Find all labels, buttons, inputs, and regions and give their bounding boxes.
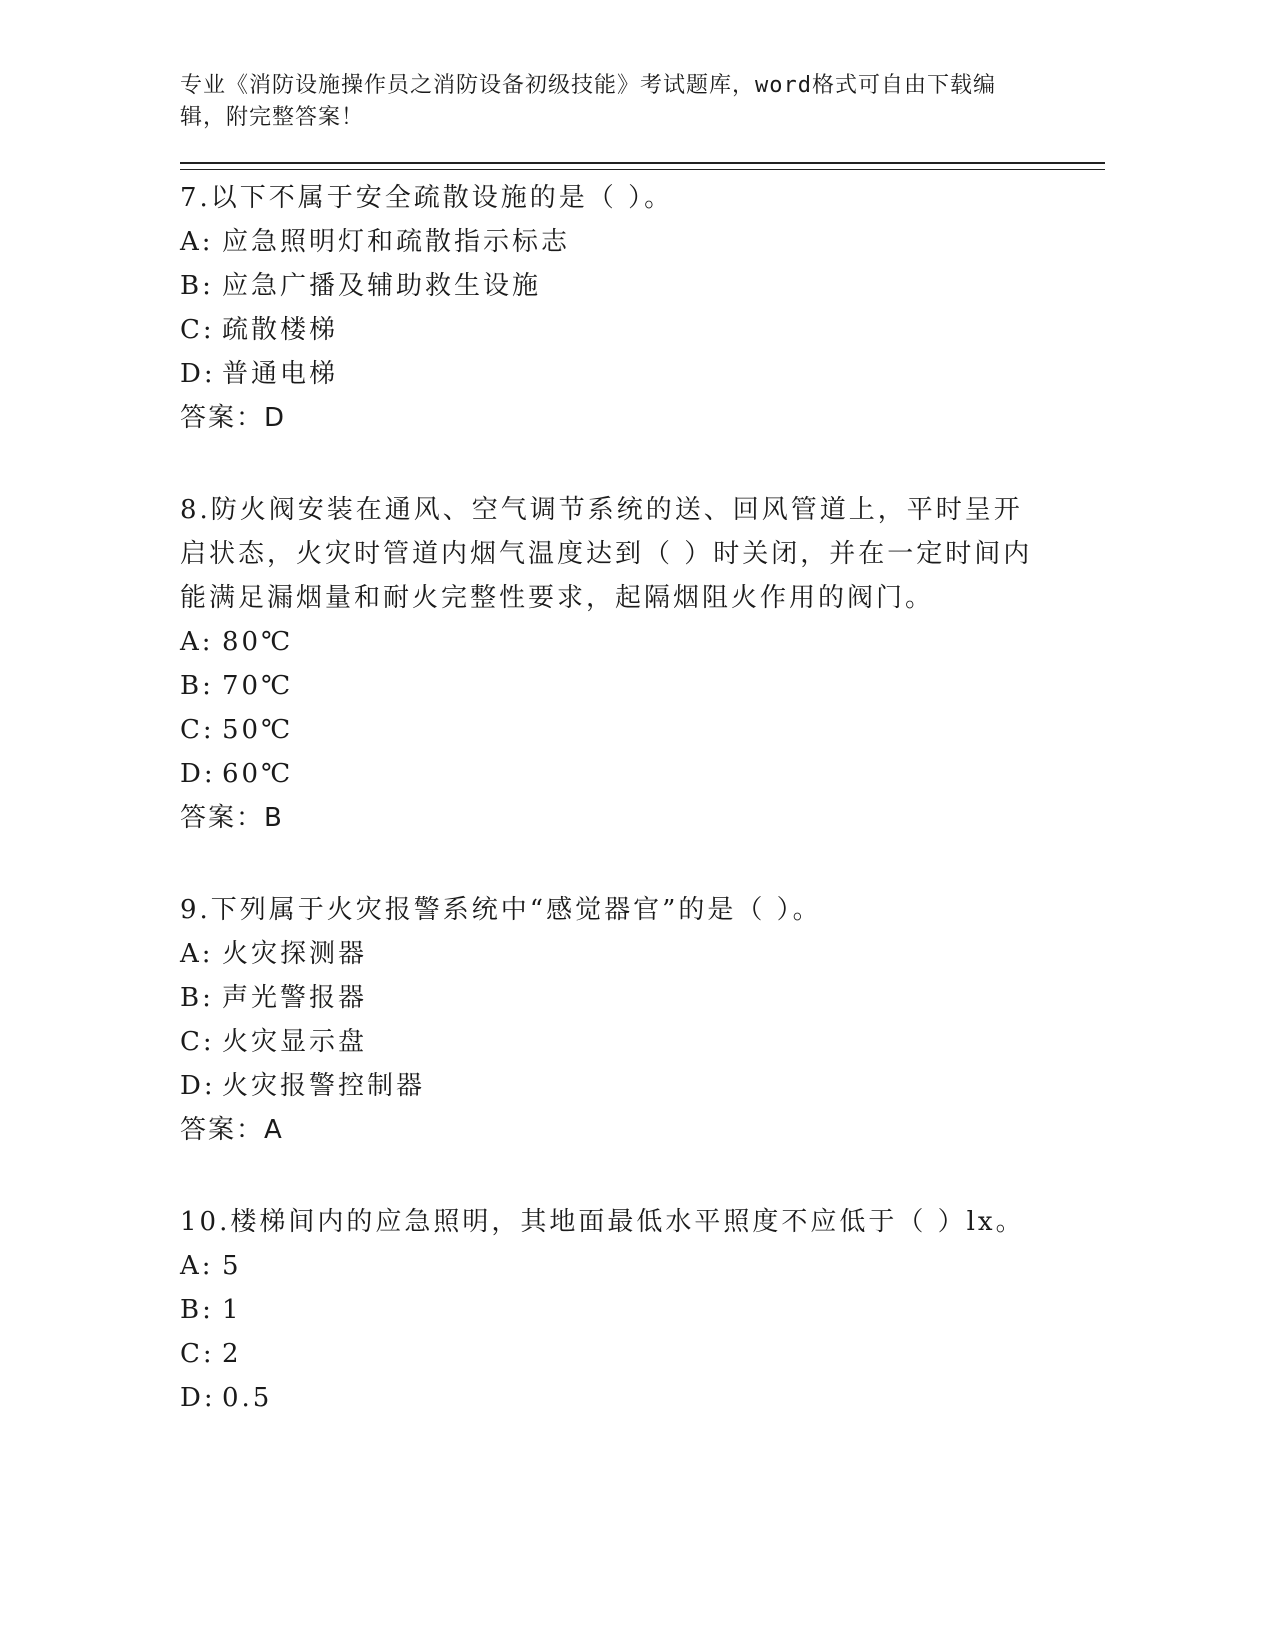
option-c bbox=[180, 1332, 1120, 1376]
option-letter: C: bbox=[180, 315, 215, 345]
option-text: 70℃ bbox=[222, 671, 294, 701]
option-b bbox=[180, 1288, 1120, 1332]
answer-text: 答案：A bbox=[180, 1115, 284, 1145]
question-text: 8.防火阀安装在通风、空气调节系统的送、回风管道上，平时呈开启状态，火灾时管道内烟气温度达到（ ）时关闭，并在一定时间内能满足漏烟量和耐火完整性要求，起隔烟阻火作用的阀门。 bbox=[180, 495, 1033, 613]
option-letter: D: bbox=[180, 1383, 216, 1413]
answer-text: 答案：B bbox=[180, 803, 284, 833]
option-letter: B: bbox=[180, 671, 214, 701]
option-text: 0.5 bbox=[222, 1383, 273, 1413]
option-text: 50℃ bbox=[222, 715, 294, 745]
option-letter: D: bbox=[180, 359, 216, 389]
option-text: 普通电梯 bbox=[222, 359, 339, 389]
option-letter: D: bbox=[180, 759, 216, 789]
option-c bbox=[180, 1020, 1120, 1064]
option-text: 疏散楼梯 bbox=[222, 315, 339, 345]
option-letter: D: bbox=[180, 1071, 216, 1101]
option-d bbox=[180, 1064, 1120, 1108]
option-text: 应急广播及辅助救生设施 bbox=[222, 271, 542, 301]
option-letter: A: bbox=[180, 627, 214, 657]
option-text: 应急照明灯和疏散指示标志 bbox=[222, 227, 571, 257]
option-a bbox=[180, 932, 1120, 976]
option-letter: C: bbox=[180, 1339, 215, 1369]
question-8 bbox=[180, 488, 1120, 840]
option-a bbox=[180, 1244, 1120, 1288]
option-d bbox=[180, 1376, 1120, 1420]
option-a bbox=[180, 620, 1120, 664]
document-header: 专业《消防设施操作员之消防设备初级技能》考试题库，word格式可自由下载编辑，附完整答案！ bbox=[180, 73, 996, 130]
question-10 bbox=[180, 1200, 1120, 1420]
option-text: 2 bbox=[222, 1339, 242, 1369]
option-text: 火灾报警控制器 bbox=[222, 1071, 426, 1101]
option-b bbox=[180, 264, 1120, 308]
option-b bbox=[180, 664, 1120, 708]
option-letter: B: bbox=[180, 983, 214, 1013]
option-letter: C: bbox=[180, 715, 215, 745]
option-letter: B: bbox=[180, 1295, 214, 1325]
option-c bbox=[180, 308, 1120, 352]
option-text: 声光警报器 bbox=[222, 983, 368, 1013]
option-letter: B: bbox=[180, 271, 214, 301]
option-a bbox=[180, 220, 1120, 264]
option-d bbox=[180, 352, 1120, 396]
question-9 bbox=[180, 888, 1120, 1152]
question-text: 9.下列属于火灾报警系统中“感觉器官”的是（ ）。 bbox=[180, 895, 822, 925]
option-b bbox=[180, 976, 1120, 1020]
option-d bbox=[180, 752, 1120, 796]
document-page bbox=[180, 70, 1120, 1420]
answer-text: 答案：D bbox=[180, 403, 287, 433]
question-7 bbox=[180, 176, 1120, 440]
option-text: 1 bbox=[222, 1295, 242, 1325]
option-letter: A: bbox=[180, 227, 214, 257]
option-text: 60℃ bbox=[222, 759, 294, 789]
option-text: 火灾显示盘 bbox=[222, 1027, 368, 1057]
option-c bbox=[180, 708, 1120, 752]
question-text: 10.楼梯间内的应急照明，其地面最低水平照度不应低于（ ）lx。 bbox=[180, 1207, 1025, 1237]
option-letter: C: bbox=[180, 1027, 215, 1057]
question-text: 7.以下不属于安全疏散设施的是（ ）。 bbox=[180, 183, 674, 213]
option-letter: A: bbox=[180, 939, 214, 969]
option-text: 80℃ bbox=[222, 627, 294, 657]
option-text: 火灾探测器 bbox=[222, 939, 368, 969]
header-divider bbox=[180, 162, 1105, 170]
option-text: 5 bbox=[222, 1251, 242, 1281]
option-letter: A: bbox=[180, 1251, 214, 1281]
